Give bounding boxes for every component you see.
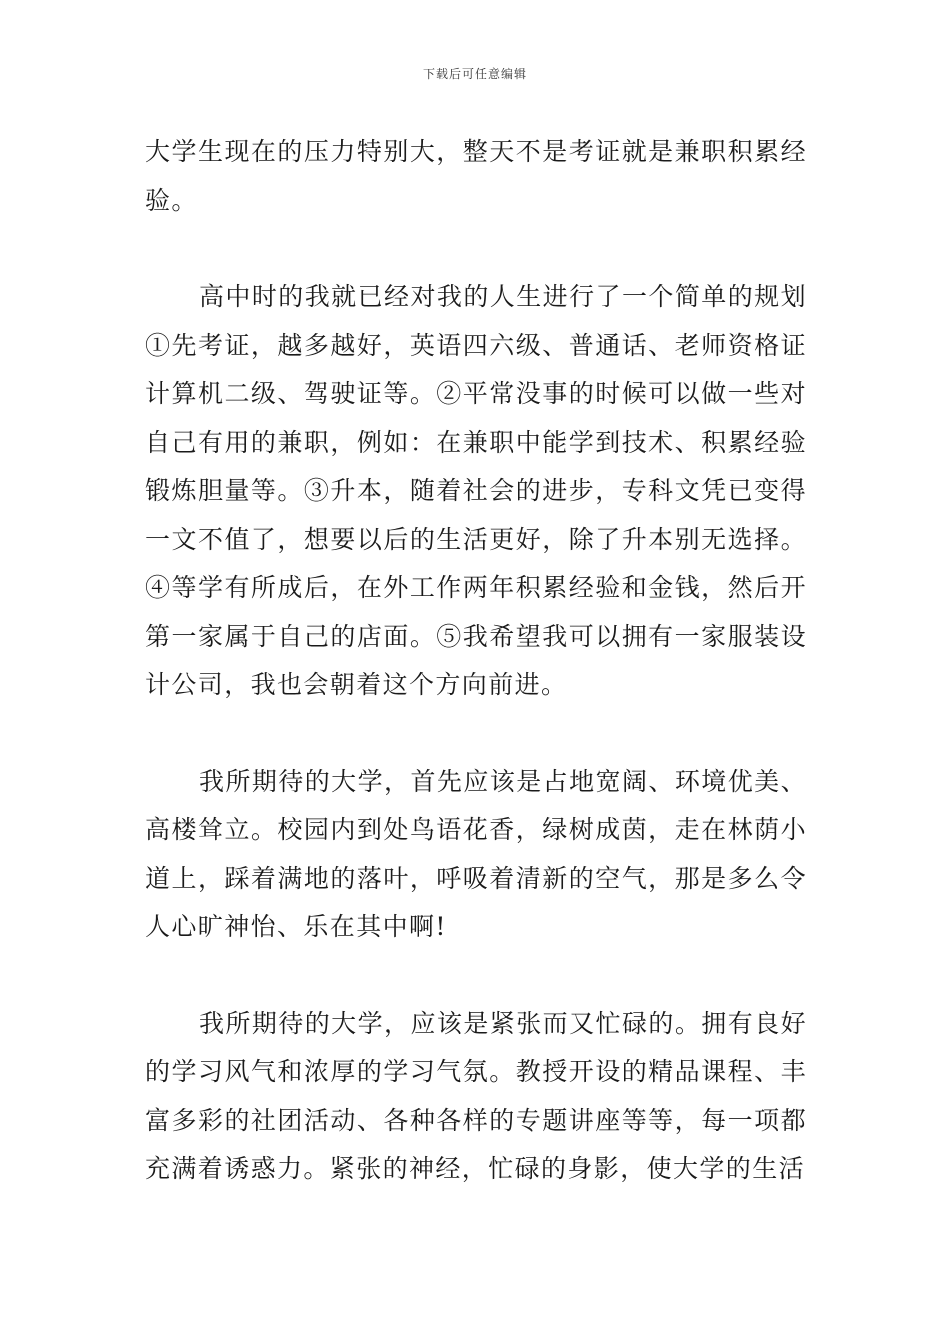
paragraph-spacer — [145, 710, 807, 758]
paragraph-3: 我所期待的大学，首先应该是占地宽阔、环境优美、高楼耸立。校园内到处鸟语花香，绿树成茵，走在林荫小道上，踩着满地的落叶，呼吸着清新的空气，那是多么令人心旷神怡、乐在其中啊! — [145, 766, 807, 941]
header-note: 下载后可任意编辑 — [422, 67, 527, 81]
paragraph-2: 高中时的我就已经对我的人生进行了一个简单的规划①先考证，越多越好，英语四六级、普通话、老师资格证计算机二级、驾驶证等。②平常没事的时候可以做一些对自己有用的兼职，例如：在兼职中能学到技术、积累经验锻炼胆量等。③升本，随着社会的进步，专科文凭已变得一文不值了，想要以后的生活更好，除了升本别无选择。④等学有所成后，在外工作两年积累经验和金钱，然后开第一家属于自己的店面。⑤我希望我可以拥有一家服装设计公司，我也会朝着这个方向前进。 — [145, 282, 807, 699]
paragraph-4: 我所期待的大学，应该是紧张而又忙碌的。拥有良好的学习风气和浓厚的学习气氛。教授开设的精品课程、丰富多彩的社团活动、各种各样的专题讲座等等，每一项都充满着诱惑力。紧张的神经，忙碌的身影，使大学的生活 — [145, 1008, 807, 1183]
paragraph-1: 大学生现在的压力特别大，整天不是考证就是兼职积累经验。 — [145, 137, 807, 215]
paragraph-spacer — [145, 225, 807, 273]
document-body — [145, 128, 807, 1194]
paragraph-spacer — [145, 952, 807, 1000]
